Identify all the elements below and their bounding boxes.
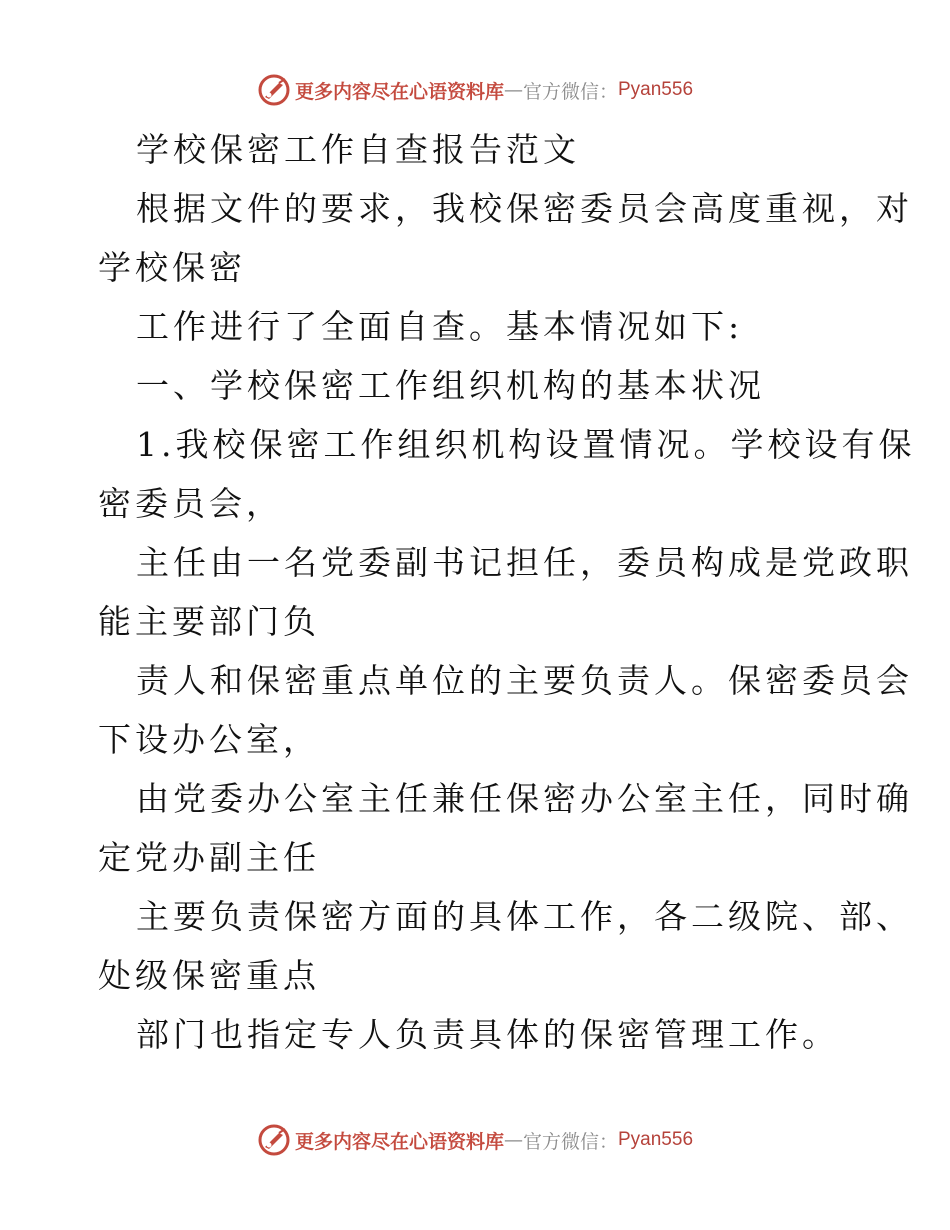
watermark-dash: — (503, 79, 523, 101)
section-heading: 一、学校保密工作组织机构的基本状况 (136, 366, 765, 405)
paragraph-line: 学校保密 (98, 248, 246, 287)
watermark-text: 更多内容尽在心语资料库 (294, 1130, 504, 1153)
document-body (98, 120, 916, 1064)
paragraph-line: 责人和保密重点单位的主要负责人。保密委员会 (136, 661, 913, 700)
paragraph-line: 主任由一名党委副书记担任，委员构成是党政职 (136, 543, 913, 582)
paragraph-line: 1.我校保密工作组织机构设置情况。学校设有保 (136, 425, 916, 464)
watermark-wechat-id: Pyan556 (618, 79, 694, 100)
watermark-wechat-label: 官方微信： (522, 80, 618, 103)
paragraph-line: 密委员会， (98, 484, 283, 523)
footer-watermark (0, 1120, 950, 1160)
watermark-text: 更多内容尽在心语资料库 (294, 80, 504, 103)
paragraph-line: 下设办公室， (98, 720, 320, 759)
header-watermark (0, 70, 950, 110)
quill-logo-icon (257, 1123, 291, 1157)
paragraph-line: 根据文件的要求，我校保密委员会高度重视，对 (136, 189, 913, 228)
document-title: 学校保密工作自查报告范文 (136, 130, 580, 169)
paragraph-line: 由党委办公室主任兼任保密办公室主任，同时确 (136, 779, 913, 818)
watermark-dash: — (503, 1129, 523, 1151)
quill-logo-icon (257, 73, 291, 107)
paragraph-line: 能主要部门负 (98, 602, 320, 641)
paragraph-line: 处级保密重点 (98, 956, 320, 995)
paragraph-line: 工作进行了全面自查。基本情况如下: (136, 307, 744, 346)
watermark-wechat-id: Pyan556 (618, 1129, 694, 1150)
paragraph-line: 部门也指定专人负责具体的保密管理工作。 (136, 1015, 839, 1054)
watermark-wechat-label: 官方微信： (522, 1130, 618, 1153)
paragraph-line: 主要负责保密方面的具体工作，各二级院、部、 (136, 897, 913, 936)
paragraph-line: 定党办副主任 (98, 838, 320, 877)
